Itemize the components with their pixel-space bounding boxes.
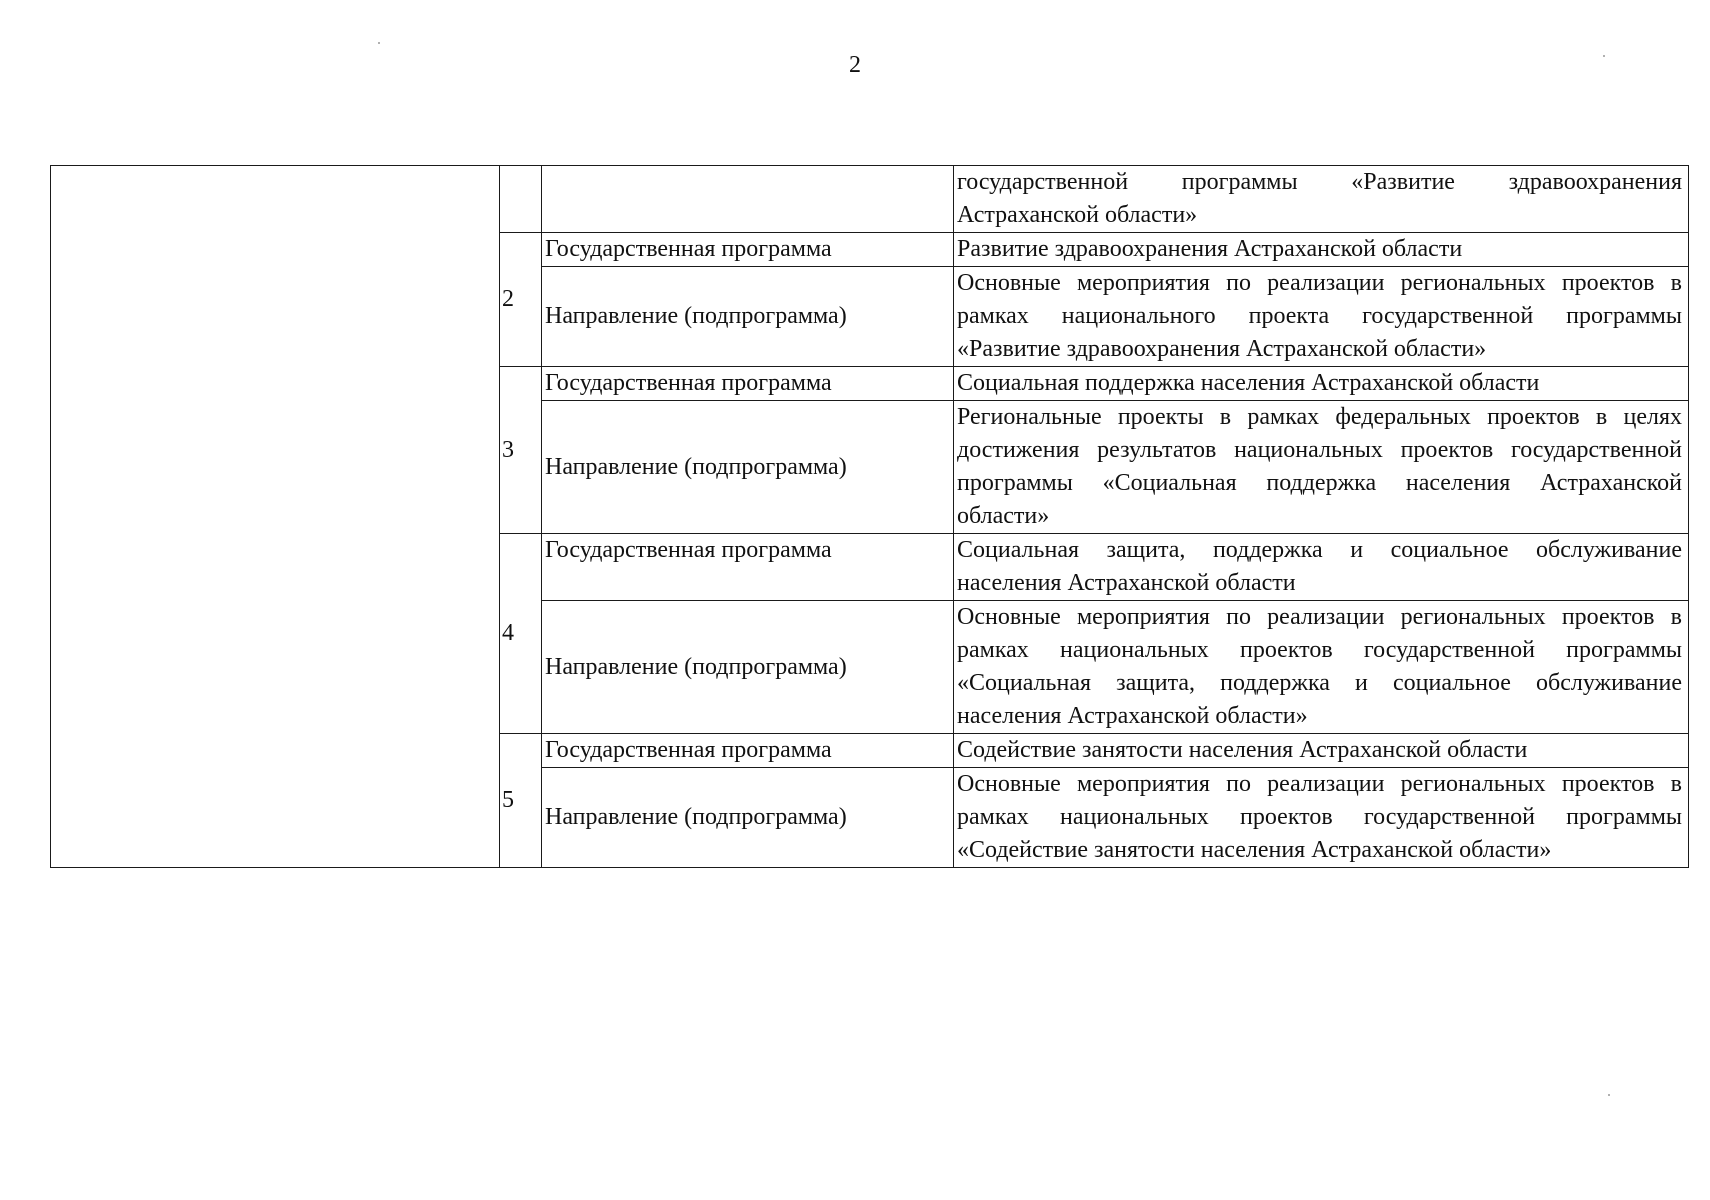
table-row xyxy=(51,166,1689,233)
program-label: Государственная программа xyxy=(542,367,954,401)
empty-first-column-cell xyxy=(51,166,500,868)
direction-label: Направление (подпрограмма) xyxy=(542,401,954,534)
row-number: 3 xyxy=(500,367,542,534)
name-cell xyxy=(954,166,1689,233)
scan-speck xyxy=(1608,1094,1610,1096)
continuation-text: государственной программы «Развитие здравоохранения Астраханской области» xyxy=(957,169,1682,228)
program-label: Государственная программа xyxy=(542,734,954,768)
direction-label: Направление (подпрограмма) xyxy=(542,768,954,868)
program-name: Содействие занятости населения Астраханской области xyxy=(954,734,1689,768)
row-number: 4 xyxy=(500,534,542,734)
number-cell xyxy=(500,166,542,233)
scan-speck xyxy=(378,42,380,44)
program-name: Социальная защита, поддержка и социальное обслуживание населения Астраханской области xyxy=(954,534,1689,601)
scan-speck xyxy=(1603,55,1605,57)
direction-label: Направление (подпрограмма) xyxy=(542,267,954,367)
type-cell xyxy=(542,166,954,233)
program-name: Социальная поддержка населения Астраханской области xyxy=(954,367,1689,401)
program-label: Государственная программа xyxy=(542,534,954,601)
direction-name: Основные мероприятия по реализации региональных проектов в рамках национальных проектов государственной программы «Содействие занятости населения Астраханской области» xyxy=(954,768,1689,868)
direction-label: Направление (подпрограмма) xyxy=(542,601,954,734)
direction-name: Основные мероприятия по реализации региональных проектов в рамках национального проекта государственной программы «Развитие здравоохранения Астраханской области» xyxy=(954,267,1689,367)
row-number: 2 xyxy=(500,233,542,367)
page-number: 2 xyxy=(849,52,861,78)
programs-table xyxy=(50,165,1689,868)
row-number: 5 xyxy=(500,734,542,868)
direction-name: Основные мероприятия по реализации региональных проектов в рамках национальных проектов государственной программы «Социальная защита, поддержка и социальное обслуживание населения Астраханской области» xyxy=(954,601,1689,734)
program-name: Развитие здравоохранения Астраханской области xyxy=(954,233,1689,267)
direction-name: Региональные проекты в рамках федеральных проектов в целях достижения результатов национальных проектов государственной программы «Социальная поддержка населения Астраханской области» xyxy=(954,401,1689,534)
program-label: Государственная программа xyxy=(542,233,954,267)
